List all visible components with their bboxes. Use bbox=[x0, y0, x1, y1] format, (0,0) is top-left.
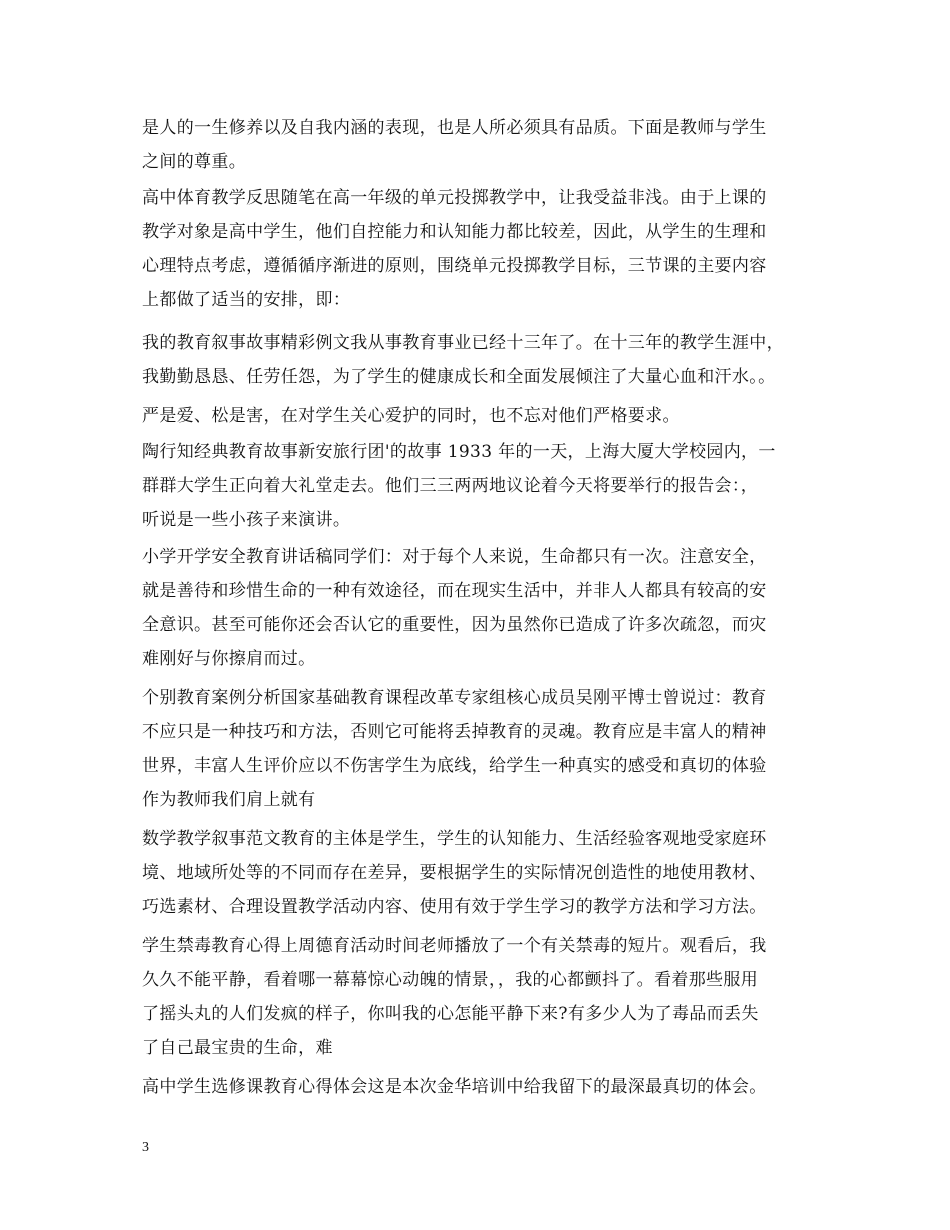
body-text-line: 作为教师我们肩上就有 bbox=[142, 790, 316, 810]
page-number: 3 bbox=[142, 1140, 149, 1155]
body-text-line: 世界，丰富人生评价应以不伤害学生为底线，给学生一种真实的感受和真切的体验 bbox=[142, 756, 767, 776]
body-text-line: 之间的尊重。 bbox=[142, 152, 247, 172]
body-text-line: 高中学生选修课教育心得体会这是本次金华培训中给我留下的最深最真切的体会。 bbox=[142, 1077, 767, 1097]
body-text-line: 严是爱、松是害，在对学生关心爱护的同时，也不忘对他们严格要求。 bbox=[142, 406, 680, 426]
body-text-line: 巧选素材、合理设置教学活动内容、使用有效于学生学习的教学方法和学习方法。 bbox=[142, 897, 767, 917]
body-text-line: 高中体育教学反思随笔在高一年级的单元投掷教学中，让我受益非浅。由于上课的 bbox=[142, 188, 767, 208]
body-text-line: 了自己最宝贵的生命，难 bbox=[142, 1038, 333, 1058]
body-text-line: 全意识。甚至可能你还会否认它的重要性，因为虽然你已造成了许多次疏忽，而灾 bbox=[142, 615, 767, 635]
body-text-line: 不应只是一种技巧和方法，否则它可能将丢掉教育的灵魂。教育应是丰富人的精神 bbox=[142, 722, 767, 742]
body-text-line: 个别教育案例分析国家基础教育课程改革专家组核心成员吴刚平博士曾说过：教育 bbox=[142, 688, 767, 708]
body-text-line: 学生禁毒教育心得上周德育活动时间老师播放了一个有关禁毒的短片。观看后，我 bbox=[142, 936, 767, 956]
body-text-line: 久久不能平静，看着哪一幕幕惊心动魄的情景，，我的心都颤抖了。看着那些服用 bbox=[142, 970, 759, 990]
body-text-line: 群群大学生正向着大礼堂走去。他们三三两两地议论着今天将要举行的报告会：， bbox=[142, 476, 759, 496]
body-text-line: 是人的一生修养以及自我内涵的表现，也是人所必须具有品质。下面是教师与学生 bbox=[142, 118, 767, 138]
body-text-line: 心理特点考虑，遵循循序渐进的原则，围绕单元投掷教学目标，三节课的主要内容 bbox=[142, 256, 767, 276]
body-text-line: 小学开学安全教育讲话稿同学们：对于每个人来说，生命都只有一次。注意安全， bbox=[142, 547, 767, 567]
body-text-line: 陶行知经典教育故事新安旅行团'的故事 1933 年的一天，上海大厦大学校园内，一 bbox=[142, 442, 776, 462]
body-text-line: 难刚好与你擦肩而过。 bbox=[142, 649, 316, 669]
body-text-line: 就是善待和珍惜生命的一种有效途径，而在现实生活中，并非人人都具有较高的安 bbox=[142, 581, 767, 601]
body-text-line: 境、地域所处等的不同而存在差异，要根据学生的实际情况创造性的地使用教材、 bbox=[142, 863, 767, 883]
body-text-line: 数学教学叙事范文教育的主体是学生，学生的认知能力、生活经验客观地受家庭环 bbox=[142, 829, 767, 849]
body-text-line: 上都做了适当的安排，即： bbox=[142, 290, 351, 310]
body-text-line: 了摇头丸的人们发疯的样子，你叫我的心怎能平静下来?有多少人为了毒品而丢失 bbox=[142, 1004, 759, 1024]
body-text-line: 我勤勤恳恳、任劳任怨，为了学生的健康成长和全面发展倾注了大量心血和汗水。。 bbox=[142, 367, 776, 387]
body-text-line: 听说是一些小孩子来演讲。 bbox=[142, 510, 351, 530]
body-text-line: 教学对象是高中学生，他们自控能力和认知能力都比较差，因此，从学生的生理和 bbox=[142, 222, 767, 242]
body-text-line: 我的教育叙事故事精彩例文我从事教育事业已经十三年了。在十三年的教学生涯中， bbox=[142, 333, 784, 353]
